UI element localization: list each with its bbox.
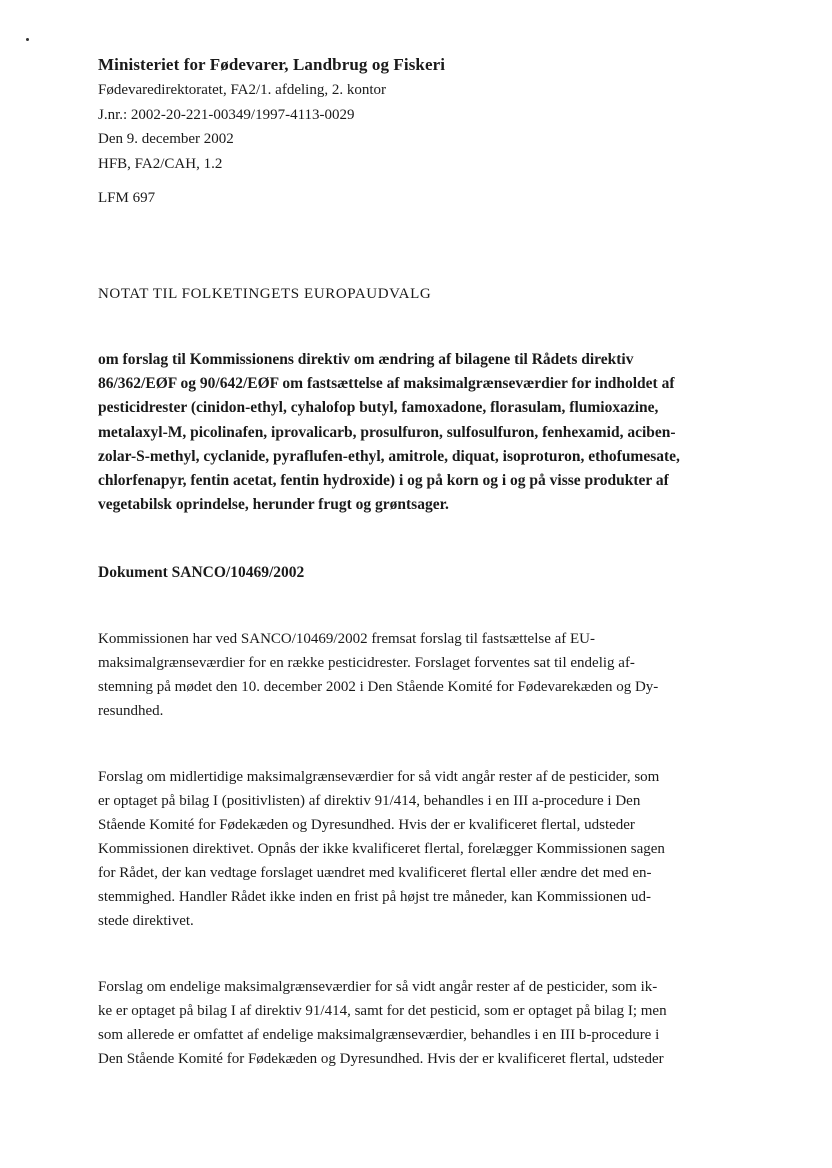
lfm-number: LFM 697: [98, 190, 156, 206]
paragraph-line: stemning på mødet den 10. december 2002 i Den Stående Komité for Fødevarekæden og Dy-: [98, 679, 659, 696]
paragraph-line: Forslag om endelige maksimalgrænseværdier for så vidt angår rester af de pesticider, som ik-: [98, 979, 658, 996]
reference-line: HFB, FA2/CAH, 1.2: [98, 155, 223, 172]
subject-line: zolar-S-methyl, cyclanide, pyraflufen-ethyl, amitrole, diquat, isoproturon, ethofumesate,: [98, 447, 680, 465]
organization-name: Ministeriet for Fødevarer, Landbrug og Fiskeri: [98, 55, 446, 74]
scan-speck: [26, 38, 29, 41]
paragraph-line: som allerede er omfattet af endelige maksimalgrænseværdier, behandles i en III b-procedure i: [98, 1027, 660, 1044]
paragraph-line: stede direktivet.: [98, 913, 194, 930]
subject-line: om forslag til Kommissionens direktiv om ændring af bilagene til Rådets direktiv: [98, 351, 634, 368]
document-body: [98, 52, 738, 1071]
paragraph-proposal-intro: [98, 627, 738, 723]
letterhead: [98, 52, 738, 210]
subject-line: pesticidrester (cinidon-ethyl, cyhalofop butyl, famoxadone, florasulam, flumioxazine,: [98, 399, 659, 417]
paragraph-line: for Rådet, der kan vedtage forslaget uændret med kvalificeret flertal eller ændre det med en-: [98, 865, 652, 882]
subject-line: metalaxyl-M, picolinafen, iprovalicarb, prosulfuron, sulfosulfuron, fenhexamid, aciben-: [98, 423, 676, 441]
note-title: NOTAT TIL FOLKETINGETS EUROPAUDVALG: [98, 286, 432, 302]
subject-line: 86/362/EØF og 90/642/EØF om fastsættelse af maksimalgrænseværdier for indholdet af: [98, 375, 675, 393]
subject-line: vegetabilsk oprindelse, herunder frugt og grøntsager.: [98, 496, 449, 514]
paragraph-final-limits: [98, 975, 738, 1071]
paragraph-line: stemmighed. Handler Rådet ikke inden en frist på højst tre måneder, kan Kommissionen ud-: [98, 889, 652, 906]
paragraph-line: resundhed.: [98, 703, 164, 720]
paragraph-line: er optaget på bilag I (positivlisten) af direktiv 91/414, behandles i en III a-procedure i Den: [98, 793, 641, 810]
paragraph-temporary-limits: [98, 765, 738, 933]
department-line: Fødevaredirektoratet, FA2/1. afdeling, 2. kontor: [98, 82, 386, 98]
subject-line: chlorfenapyr, fentin acetat, fentin hydroxide) i og på korn og i og på visse produkter af: [98, 472, 669, 490]
journal-number: J.nr.: 2002-20-221-00349/1997-4113-0029: [98, 106, 355, 123]
paragraph-line: Stående Komité for Fødekæden og Dyresundhed. Hvis der er kvalificeret flertal, udsteder: [98, 817, 635, 834]
document-date: Den 9. december 2002: [98, 131, 234, 147]
paragraph-line: Kommissionen direktivet. Opnås der ikke kvalificeret flertal, forelægger Kommissionen sagen: [98, 841, 665, 858]
paragraph-line: Forslag om midlertidige maksimalgrænseværdier for så vidt angår rester af de pesticider, som: [98, 769, 660, 786]
subject-block: [98, 348, 738, 517]
paragraph-line: ke er optaget på bilag I af direktiv 91/414, samt for det pesticid, som er optaget på bilag I; men: [98, 1003, 667, 1020]
paragraph-line: Kommissionen har ved SANCO/10469/2002 fremsat forslag til fastsættelse af EU-: [98, 631, 596, 648]
paragraph-line: Den Stående Komité for Fødekæden og Dyresundhed. Hvis der er kvalificeret flertal, udsteder: [98, 1051, 664, 1068]
document-reference: Dokument SANCO/10469/2002: [98, 564, 305, 582]
paragraph-line: maksimalgrænseværdier for en række pesticidrester. Forslaget forventes sat til endelig af-: [98, 655, 635, 672]
